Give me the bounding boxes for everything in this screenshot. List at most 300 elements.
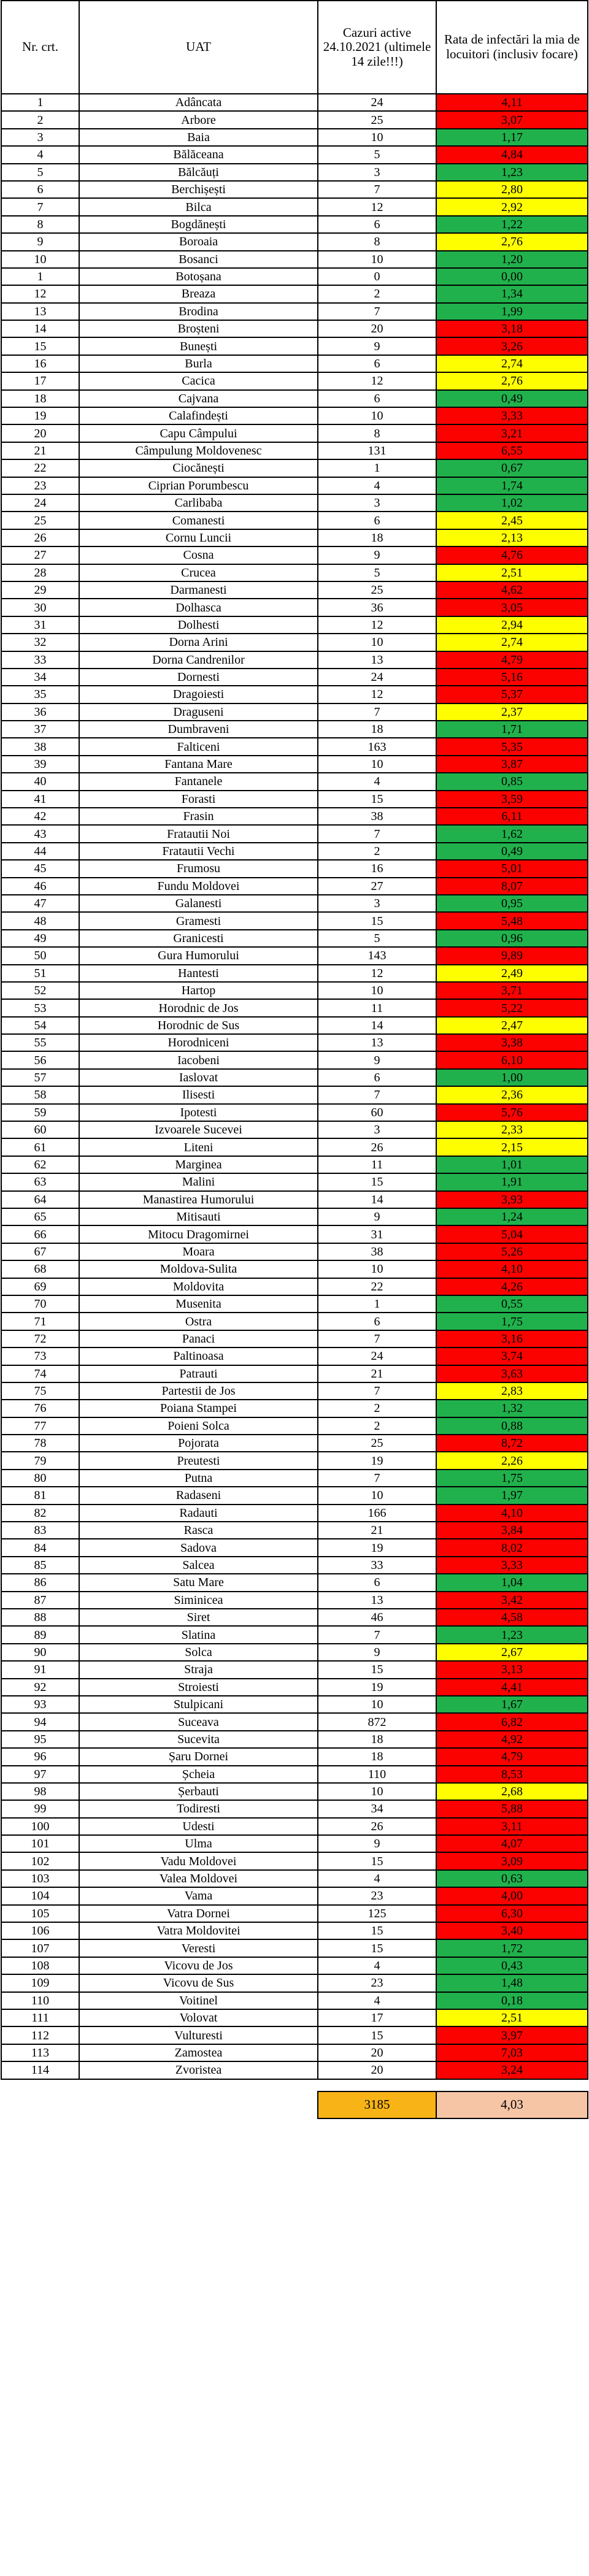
cell-cases: 15 — [318, 1173, 436, 1190]
cell-rate: 0,96 — [436, 930, 588, 947]
table-row — [1, 581, 588, 599]
cell-nr: 25 — [1, 512, 79, 529]
cell-uat: Moldova-Sulita — [79, 1260, 318, 1278]
cell-rate: 1,32 — [436, 1400, 588, 1417]
cell-cases: 6 — [318, 512, 436, 529]
cell-nr: 60 — [1, 1121, 79, 1138]
cell-nr: 108 — [1, 1957, 79, 1974]
cell-nr: 77 — [1, 1417, 79, 1435]
cell-rate: 1,75 — [436, 1470, 588, 1487]
cell-cases: 15 — [318, 1922, 436, 1939]
cell-cases: 15 — [318, 1939, 436, 1957]
cell-nr: 92 — [1, 1679, 79, 1696]
cell-uat: Horodniceni — [79, 1034, 318, 1051]
cell-uat: Cajvana — [79, 390, 318, 407]
cell-uat: Fantanele — [79, 773, 318, 790]
cell-uat: Forasti — [79, 791, 318, 808]
cell-nr: 15 — [1, 337, 79, 355]
cell-cases: 7 — [318, 825, 436, 842]
cell-nr: 41 — [1, 791, 79, 808]
table-row — [1, 773, 588, 790]
cell-nr: 98 — [1, 1783, 79, 1800]
cell-nr: 7 — [1, 198, 79, 215]
cell-nr: 93 — [1, 1696, 79, 1713]
cell-rate: 2,51 — [436, 564, 588, 581]
cell-uat: Ostra — [79, 1313, 318, 1330]
cell-uat: Voitinel — [79, 1992, 318, 2009]
cell-rate: 3,93 — [436, 1191, 588, 1208]
table-row — [1, 1417, 588, 1435]
cell-rate: 0,67 — [436, 459, 588, 477]
cell-cases: 3 — [318, 1121, 436, 1138]
table-row — [1, 982, 588, 999]
cell-rate: 6,55 — [436, 442, 588, 459]
cell-uat: Manastirea Humorului — [79, 1191, 318, 1208]
cell-uat: Poieni Solca — [79, 1417, 318, 1435]
cell-cases: 36 — [318, 599, 436, 616]
cell-rate: 0,63 — [436, 1870, 588, 1887]
cell-nr: 100 — [1, 1818, 79, 1835]
cell-uat: Dornesti — [79, 669, 318, 686]
table-row — [1, 599, 588, 616]
cell-nr: 53 — [1, 999, 79, 1016]
table-row — [1, 1522, 588, 1539]
cell-rate: 4,00 — [436, 1887, 588, 1904]
cell-nr: 59 — [1, 1104, 79, 1121]
cell-uat: Ilisesti — [79, 1086, 318, 1103]
table-row — [1, 1731, 588, 1748]
cell-nr: 51 — [1, 965, 79, 982]
table-row — [1, 895, 588, 912]
cell-uat: Baia — [79, 129, 318, 146]
table-row — [1, 442, 588, 459]
header-cases: Cazuri active 24.10.2021 (ultimele 14 zile!!!) — [318, 1, 436, 94]
cell-nr: 99 — [1, 1800, 79, 1817]
cell-uat: Șerbauti — [79, 1783, 318, 1800]
cell-nr: 39 — [1, 756, 79, 773]
cell-rate: 3,38 — [436, 1034, 588, 1051]
cell-nr: 43 — [1, 825, 79, 842]
cell-cases: 12 — [318, 686, 436, 703]
cell-cases: 22 — [318, 1278, 436, 1295]
cell-cases: 25 — [318, 581, 436, 599]
table-row — [1, 1922, 588, 1939]
cell-cases: 2 — [318, 285, 436, 302]
cell-cases: 7 — [318, 1626, 436, 1643]
cell-rate: 2,36 — [436, 1086, 588, 1103]
cell-uat: Liteni — [79, 1138, 318, 1156]
cell-nr: 4 — [1, 146, 79, 163]
cell-rate: 2,94 — [436, 616, 588, 634]
cell-uat: Câmpulung Moldovenesc — [79, 442, 318, 459]
cell-cases: 4 — [318, 1870, 436, 1887]
cell-uat: Bălăceana — [79, 146, 318, 163]
cell-rate: 5,26 — [436, 1243, 588, 1260]
cell-nr: 102 — [1, 1852, 79, 1869]
cell-nr: 46 — [1, 878, 79, 895]
cell-rate: 8,02 — [436, 1539, 588, 1556]
cell-cases: 9 — [318, 1644, 436, 1661]
table-row — [1, 1330, 588, 1347]
table-row — [1, 1347, 588, 1365]
cell-rate: 3,42 — [436, 1592, 588, 1609]
table-row — [1, 1121, 588, 1138]
cell-cases: 10 — [318, 982, 436, 999]
cell-rate: 6,11 — [436, 808, 588, 825]
cell-nr: 85 — [1, 1557, 79, 1574]
table-row — [1, 1592, 588, 1609]
cell-rate: 2,26 — [436, 1452, 588, 1469]
table-row — [1, 703, 588, 721]
cell-cases: 2 — [318, 1417, 436, 1435]
table-row — [1, 1104, 588, 1121]
cell-nr: 34 — [1, 669, 79, 686]
cell-uat: Radaseni — [79, 1487, 318, 1504]
cell-uat: Partestii de Jos — [79, 1382, 318, 1400]
cell-rate: 2,45 — [436, 512, 588, 529]
cell-uat: Dolhasca — [79, 599, 318, 616]
table-row — [1, 1400, 588, 1417]
cell-cases: 20 — [318, 2044, 436, 2061]
cell-nr: 28 — [1, 564, 79, 581]
cell-rate: 2,47 — [436, 1017, 588, 1034]
cell-uat: Frasin — [79, 808, 318, 825]
cell-nr: 44 — [1, 843, 79, 860]
cell-cases: 6 — [318, 1574, 436, 1591]
table-row — [1, 1957, 588, 1974]
table-row — [1, 355, 588, 372]
cell-uat: Brodina — [79, 303, 318, 320]
cell-uat: Stulpicani — [79, 1696, 318, 1713]
cell-uat: Satu Mare — [79, 1574, 318, 1591]
cell-nr: 49 — [1, 930, 79, 947]
cell-rate: 4,26 — [436, 1278, 588, 1295]
table-row — [1, 860, 588, 877]
cell-nr: 112 — [1, 2026, 79, 2044]
table-row — [1, 424, 588, 442]
cell-uat: Fratautii Noi — [79, 825, 318, 842]
cell-cases: 1 — [318, 459, 436, 477]
cell-nr: 50 — [1, 947, 79, 964]
cell-uat: Draguseni — [79, 703, 318, 721]
cell-uat: Slatina — [79, 1626, 318, 1643]
cell-cases: 7 — [318, 1330, 436, 1347]
cell-nr: 105 — [1, 1905, 79, 1922]
cell-cases: 11 — [318, 999, 436, 1016]
table-row — [1, 912, 588, 929]
cell-cases: 20 — [318, 320, 436, 337]
cell-nr: 27 — [1, 546, 79, 564]
cell-rate: 2,80 — [436, 181, 588, 198]
cell-nr: 87 — [1, 1592, 79, 1609]
cell-uat: Mitisauti — [79, 1208, 318, 1225]
cell-uat: Iacobeni — [79, 1051, 318, 1068]
cell-rate: 2,49 — [436, 965, 588, 982]
table-row — [1, 494, 588, 512]
cell-rate: 3,13 — [436, 1661, 588, 1678]
cell-nr: 52 — [1, 982, 79, 999]
cell-cases: 163 — [318, 738, 436, 755]
cell-nr: 104 — [1, 1887, 79, 1904]
cell-rate: 1,75 — [436, 1313, 588, 1330]
cell-nr: 12 — [1, 285, 79, 302]
cell-rate: 5,37 — [436, 686, 588, 703]
cell-uat: Carlibaba — [79, 494, 318, 512]
table-row — [1, 477, 588, 494]
cell-cases: 27 — [318, 878, 436, 895]
cell-rate: 3,09 — [436, 1852, 588, 1869]
cell-cases: 5 — [318, 564, 436, 581]
cell-uat: Vatra Moldovitei — [79, 1922, 318, 1939]
cell-cases: 23 — [318, 1974, 436, 1991]
cell-uat: Capu Câmpului — [79, 424, 318, 442]
cell-uat: Mitocu Dragomirnei — [79, 1225, 318, 1243]
cell-uat: Vatra Dornei — [79, 1905, 318, 1922]
cell-uat: Darmanesti — [79, 581, 318, 599]
table-row — [1, 94, 588, 111]
cell-uat: Moara — [79, 1243, 318, 1260]
cell-nr: 45 — [1, 860, 79, 877]
cell-nr: 67 — [1, 1243, 79, 1260]
cell-rate: 0,85 — [436, 773, 588, 790]
cell-cases: 6 — [318, 1069, 436, 1086]
cell-nr: 66 — [1, 1225, 79, 1243]
table-row — [1, 808, 588, 825]
cell-rate: 0,55 — [436, 1295, 588, 1313]
cell-cases: 9 — [318, 1835, 436, 1852]
cell-uat: Dorna Candrenilor — [79, 651, 318, 669]
cell-nr: 14 — [1, 320, 79, 337]
cell-rate: 3,18 — [436, 320, 588, 337]
cell-nr: 26 — [1, 529, 79, 546]
cell-rate: 1,01 — [436, 1156, 588, 1173]
cell-uat: Granicesti — [79, 930, 318, 947]
cell-uat: Suceava — [79, 1713, 318, 1730]
table-row — [1, 1069, 588, 1086]
cell-rate: 2,37 — [436, 703, 588, 721]
cell-cases: 38 — [318, 808, 436, 825]
cell-uat: Ulma — [79, 1835, 318, 1852]
table-row — [1, 1051, 588, 1068]
cell-cases: 20 — [318, 2061, 436, 2079]
cell-cases: 23 — [318, 1887, 436, 1904]
cell-cases: 7 — [318, 303, 436, 320]
table-row — [1, 1626, 588, 1643]
cell-nr: 10 — [1, 251, 79, 268]
cell-rate: 2,33 — [436, 1121, 588, 1138]
table-row — [1, 999, 588, 1016]
cell-rate: 1,04 — [436, 1574, 588, 1591]
cell-uat: Izvoarele Sucevei — [79, 1121, 318, 1138]
table-row — [1, 1225, 588, 1243]
table-row — [1, 616, 588, 634]
header-uat: UAT — [79, 1, 318, 94]
cell-rate: 8,72 — [436, 1435, 588, 1452]
cell-cases: 1 — [318, 1295, 436, 1313]
table-row — [1, 1260, 588, 1278]
table-row — [1, 1800, 588, 1817]
cell-uat: Comanesti — [79, 512, 318, 529]
cell-cases: 15 — [318, 912, 436, 929]
table-row — [1, 947, 588, 964]
table-row — [1, 1435, 588, 1452]
totals-row — [1, 2091, 588, 2118]
cell-nr: 111 — [1, 2009, 79, 2026]
cell-cases: 7 — [318, 703, 436, 721]
cell-cases: 3 — [318, 895, 436, 912]
cell-uat: Horodnic de Sus — [79, 1017, 318, 1034]
table-row — [1, 1156, 588, 1173]
cell-rate: 1,67 — [436, 1696, 588, 1713]
cell-rate: 1,97 — [436, 1487, 588, 1504]
cell-cases: 10 — [318, 756, 436, 773]
table-row — [1, 1470, 588, 1487]
cell-cases: 10 — [318, 1487, 436, 1504]
table-row — [1, 1034, 588, 1051]
table-row — [1, 651, 588, 669]
cell-cases: 12 — [318, 372, 436, 389]
cell-cases: 18 — [318, 721, 436, 738]
cell-uat: Șaru Dornei — [79, 1748, 318, 1765]
cell-nr: 97 — [1, 1766, 79, 1783]
table-row — [1, 791, 588, 808]
cell-nr: 96 — [1, 1748, 79, 1765]
cell-uat: Poiana Stampei — [79, 1400, 318, 1417]
cell-rate: 1,00 — [436, 1069, 588, 1086]
table-row — [1, 546, 588, 564]
cell-rate: 8,07 — [436, 878, 588, 895]
cell-rate: 2,92 — [436, 198, 588, 215]
cell-cases: 19 — [318, 1679, 436, 1696]
cell-cases: 2 — [318, 843, 436, 860]
cell-cases: 6 — [318, 1313, 436, 1330]
cell-cases: 15 — [318, 2026, 436, 2044]
table-row — [1, 686, 588, 703]
average-rate: 4,03 — [436, 2091, 588, 2118]
cell-nr: 86 — [1, 1574, 79, 1591]
cell-rate: 2,83 — [436, 1382, 588, 1400]
cell-rate: 6,82 — [436, 1713, 588, 1730]
table-row — [1, 1278, 588, 1295]
cell-cases: 4 — [318, 1992, 436, 2009]
cell-uat: Ciprian Porumbescu — [79, 477, 318, 494]
cell-rate: 2,13 — [436, 529, 588, 546]
cell-cases: 19 — [318, 1452, 436, 1469]
cell-rate: 0,43 — [436, 1957, 588, 1974]
table-row — [1, 390, 588, 407]
cell-cases: 9 — [318, 1051, 436, 1068]
cell-uat: Dorna Arini — [79, 634, 318, 651]
cell-cases: 34 — [318, 1800, 436, 1817]
cell-cases: 16 — [318, 860, 436, 877]
cell-nr: 36 — [1, 703, 79, 721]
cell-nr: 1 — [1, 268, 79, 285]
table-row — [1, 251, 588, 268]
cell-nr: 20 — [1, 424, 79, 442]
cell-nr: 63 — [1, 1173, 79, 1190]
cell-nr: 73 — [1, 1347, 79, 1365]
table-row — [1, 1696, 588, 1713]
cell-rate: 1,23 — [436, 1626, 588, 1643]
cell-rate: 3,87 — [436, 756, 588, 773]
cell-nr: 88 — [1, 1609, 79, 1626]
cell-nr: 101 — [1, 1835, 79, 1852]
cell-uat: Veresti — [79, 1939, 318, 1957]
cell-rate: 5,35 — [436, 738, 588, 755]
cell-nr: 58 — [1, 1086, 79, 1103]
cell-uat: Vama — [79, 1887, 318, 1904]
cell-cases: 15 — [318, 1852, 436, 1869]
cell-cases: 10 — [318, 407, 436, 424]
cell-rate: 4,58 — [436, 1609, 588, 1626]
cell-nr: 38 — [1, 738, 79, 755]
table-row — [1, 2009, 588, 2026]
cell-nr: 80 — [1, 1470, 79, 1487]
cell-rate: 5,04 — [436, 1225, 588, 1243]
cell-cases: 8 — [318, 424, 436, 442]
cell-uat: Putna — [79, 1470, 318, 1487]
table-row — [1, 564, 588, 581]
cell-nr: 74 — [1, 1365, 79, 1382]
cell-cases: 110 — [318, 1766, 436, 1783]
cell-rate: 7,03 — [436, 2044, 588, 2061]
cell-nr: 8 — [1, 216, 79, 233]
table-row — [1, 164, 588, 181]
cell-uat: Panaci — [79, 1330, 318, 1347]
cell-uat: Iaslovat — [79, 1069, 318, 1086]
spacer-row — [1, 2079, 588, 2091]
cell-cases: 24 — [318, 1347, 436, 1365]
cell-uat: Volovat — [79, 2009, 318, 2026]
cell-cases: 12 — [318, 198, 436, 215]
table-row — [1, 268, 588, 285]
cell-rate: 2,67 — [436, 1644, 588, 1661]
cell-cases: 26 — [318, 1818, 436, 1835]
table-row — [1, 129, 588, 146]
table-row — [1, 738, 588, 755]
table-row — [1, 1679, 588, 1696]
cell-rate: 1,22 — [436, 216, 588, 233]
cell-uat: Marginea — [79, 1156, 318, 1173]
cell-rate: 8,53 — [436, 1766, 588, 1783]
cell-rate: 4,41 — [436, 1679, 588, 1696]
cell-rate: 2,76 — [436, 233, 588, 250]
table-row — [1, 529, 588, 546]
cell-rate: 4,92 — [436, 1731, 588, 1748]
cell-nr: 47 — [1, 895, 79, 912]
table-row — [1, 1574, 588, 1591]
cell-uat: Zamostea — [79, 2044, 318, 2061]
cell-uat: Radauti — [79, 1505, 318, 1522]
cell-rate: 4,62 — [436, 581, 588, 599]
cell-uat: Ipotesti — [79, 1104, 318, 1121]
table-row — [1, 1017, 588, 1034]
cell-cases: 143 — [318, 947, 436, 964]
cell-uat: Paltinoasa — [79, 1347, 318, 1365]
cell-uat: Vicovu de Jos — [79, 1957, 318, 1974]
cell-uat: Cacica — [79, 372, 318, 389]
table-row — [1, 825, 588, 842]
cell-cases: 4 — [318, 477, 436, 494]
cell-cases: 166 — [318, 1505, 436, 1522]
cell-uat: Valea Moldovei — [79, 1870, 318, 1887]
cell-rate: 5,22 — [436, 999, 588, 1016]
cell-rate: 0,95 — [436, 895, 588, 912]
cell-uat: Moldovita — [79, 1278, 318, 1295]
table-row — [1, 1835, 588, 1852]
cell-nr: 110 — [1, 1992, 79, 2009]
cell-cases: 60 — [318, 1104, 436, 1121]
